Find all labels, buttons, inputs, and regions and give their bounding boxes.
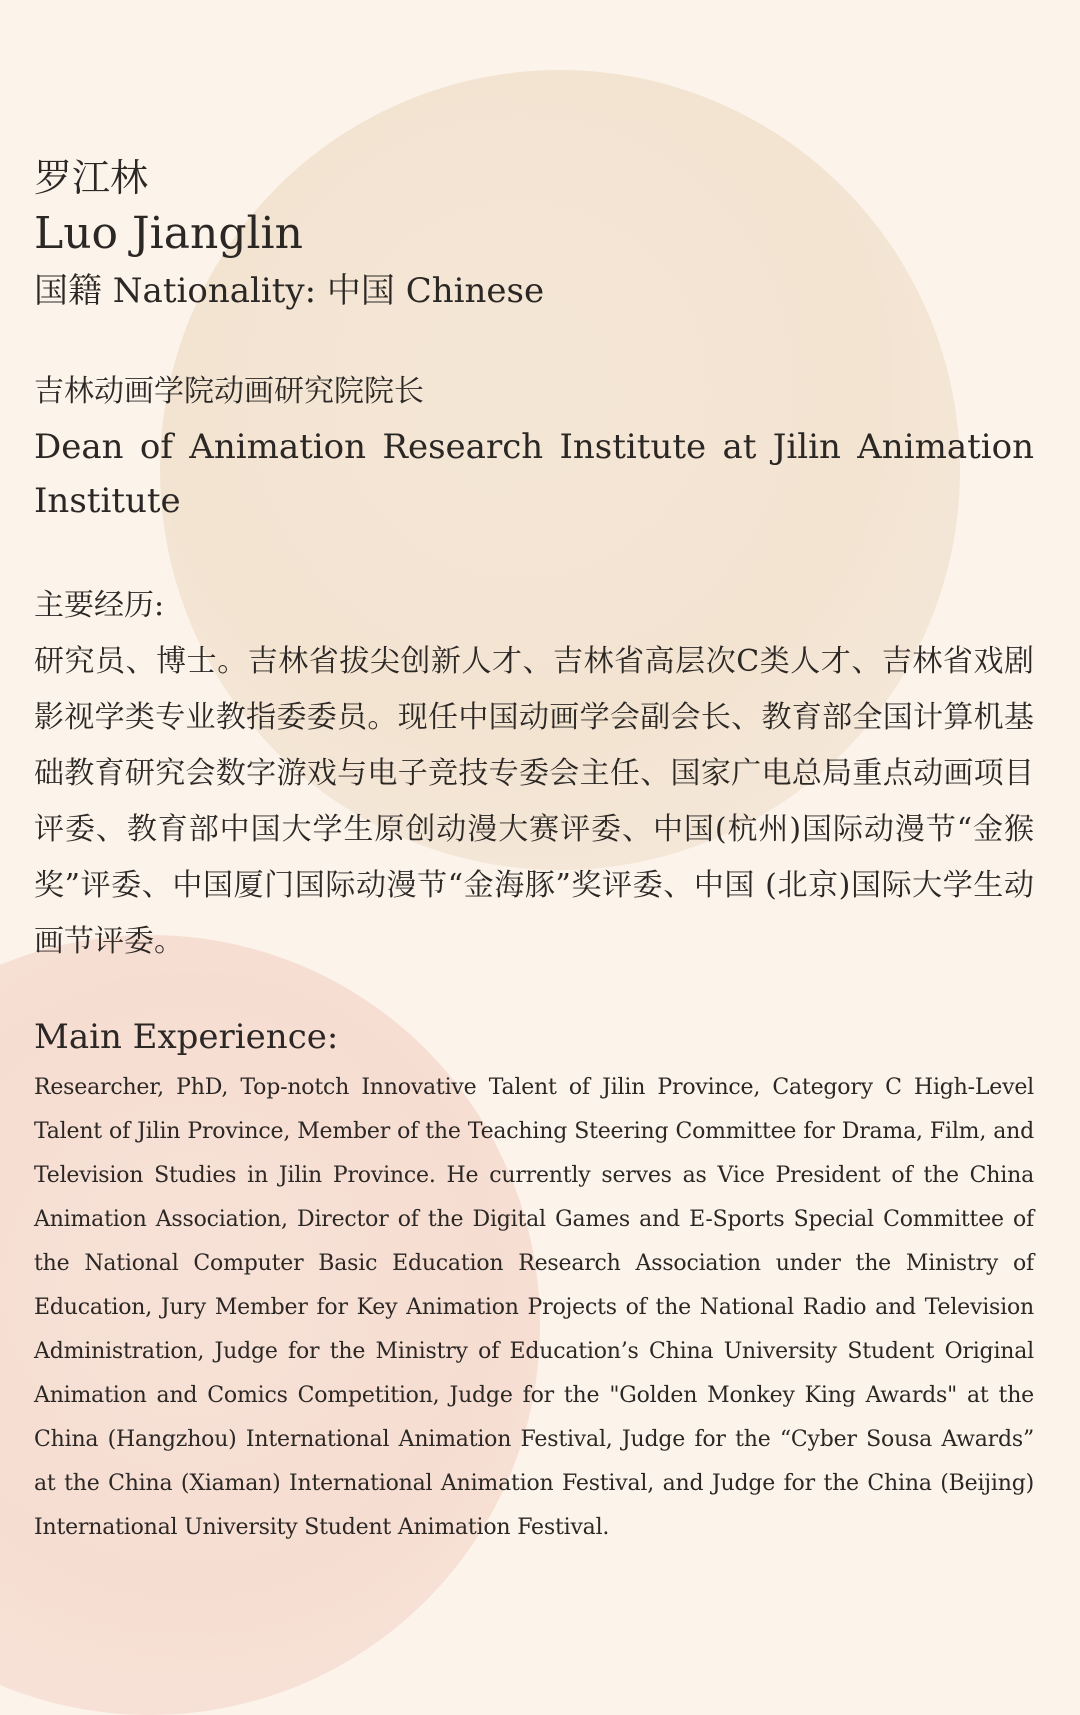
position-title-english: Dean of Animation Research Institute at Jilin Animation Institute xyxy=(34,427,1034,521)
nationality: 国籍 Nationality: 中国 Chinese xyxy=(34,271,545,311)
profile-card xyxy=(34,150,1034,1550)
position-title-chinese: 吉林动画学院动画研究院院长 xyxy=(34,374,424,409)
experience-body-chinese: 研究员、博士。吉林省拔尖创新人才、吉林省高层次C类人才、吉林省戏剧影视学类专业教指委委员。现任中国动画学会副会长、教育部全国计算机基础教育研究会数字游戏与电子竞技专委会主任、国家广电总局重点动画项目评委、教育部中国大学生原创动漫大赛评委、中国(杭州)国际动漫节“金猴奖”评委、中国厦门国际动漫节“金海豚”奖评委、中国 (北京)国际大学生动画节评委。 xyxy=(34,644,1034,959)
experience-body-english: Researcher, PhD, Top-notch Innovative Talent of Jilin Province, Category C High-Level Talent of Jilin Province, Member of the Teaching Steering Committee for Drama, Film, and Television Studies in Jilin Province. He currently serves as Vice President of the China Animation Association, Director of the Digital Games and E-Sports Special Committee of the National Computer Basic Education Research Association under the Ministry of Education, Jury Member for Key Animation Projects of the National Radio and Television Administration, Judge for the Ministry of Education’s China University Student Original Animation and Comics Competition, Judge for the "Golden Monkey King Awards" at the China (Hangzhou) International Animation Festival, Judge for the “Cyber Sousa Awards” at the China (Xiaman) International Animation Festival, and Judge for the China (Beijing) International University Student Animation Festival. xyxy=(34,1075,1034,1540)
experience-heading-english: Main Experience: xyxy=(34,1017,339,1057)
name-english: Luo Jianglin xyxy=(34,208,303,259)
name-chinese: 罗江林 xyxy=(34,156,149,200)
experience-heading-chinese: 主要经历: xyxy=(34,588,165,623)
